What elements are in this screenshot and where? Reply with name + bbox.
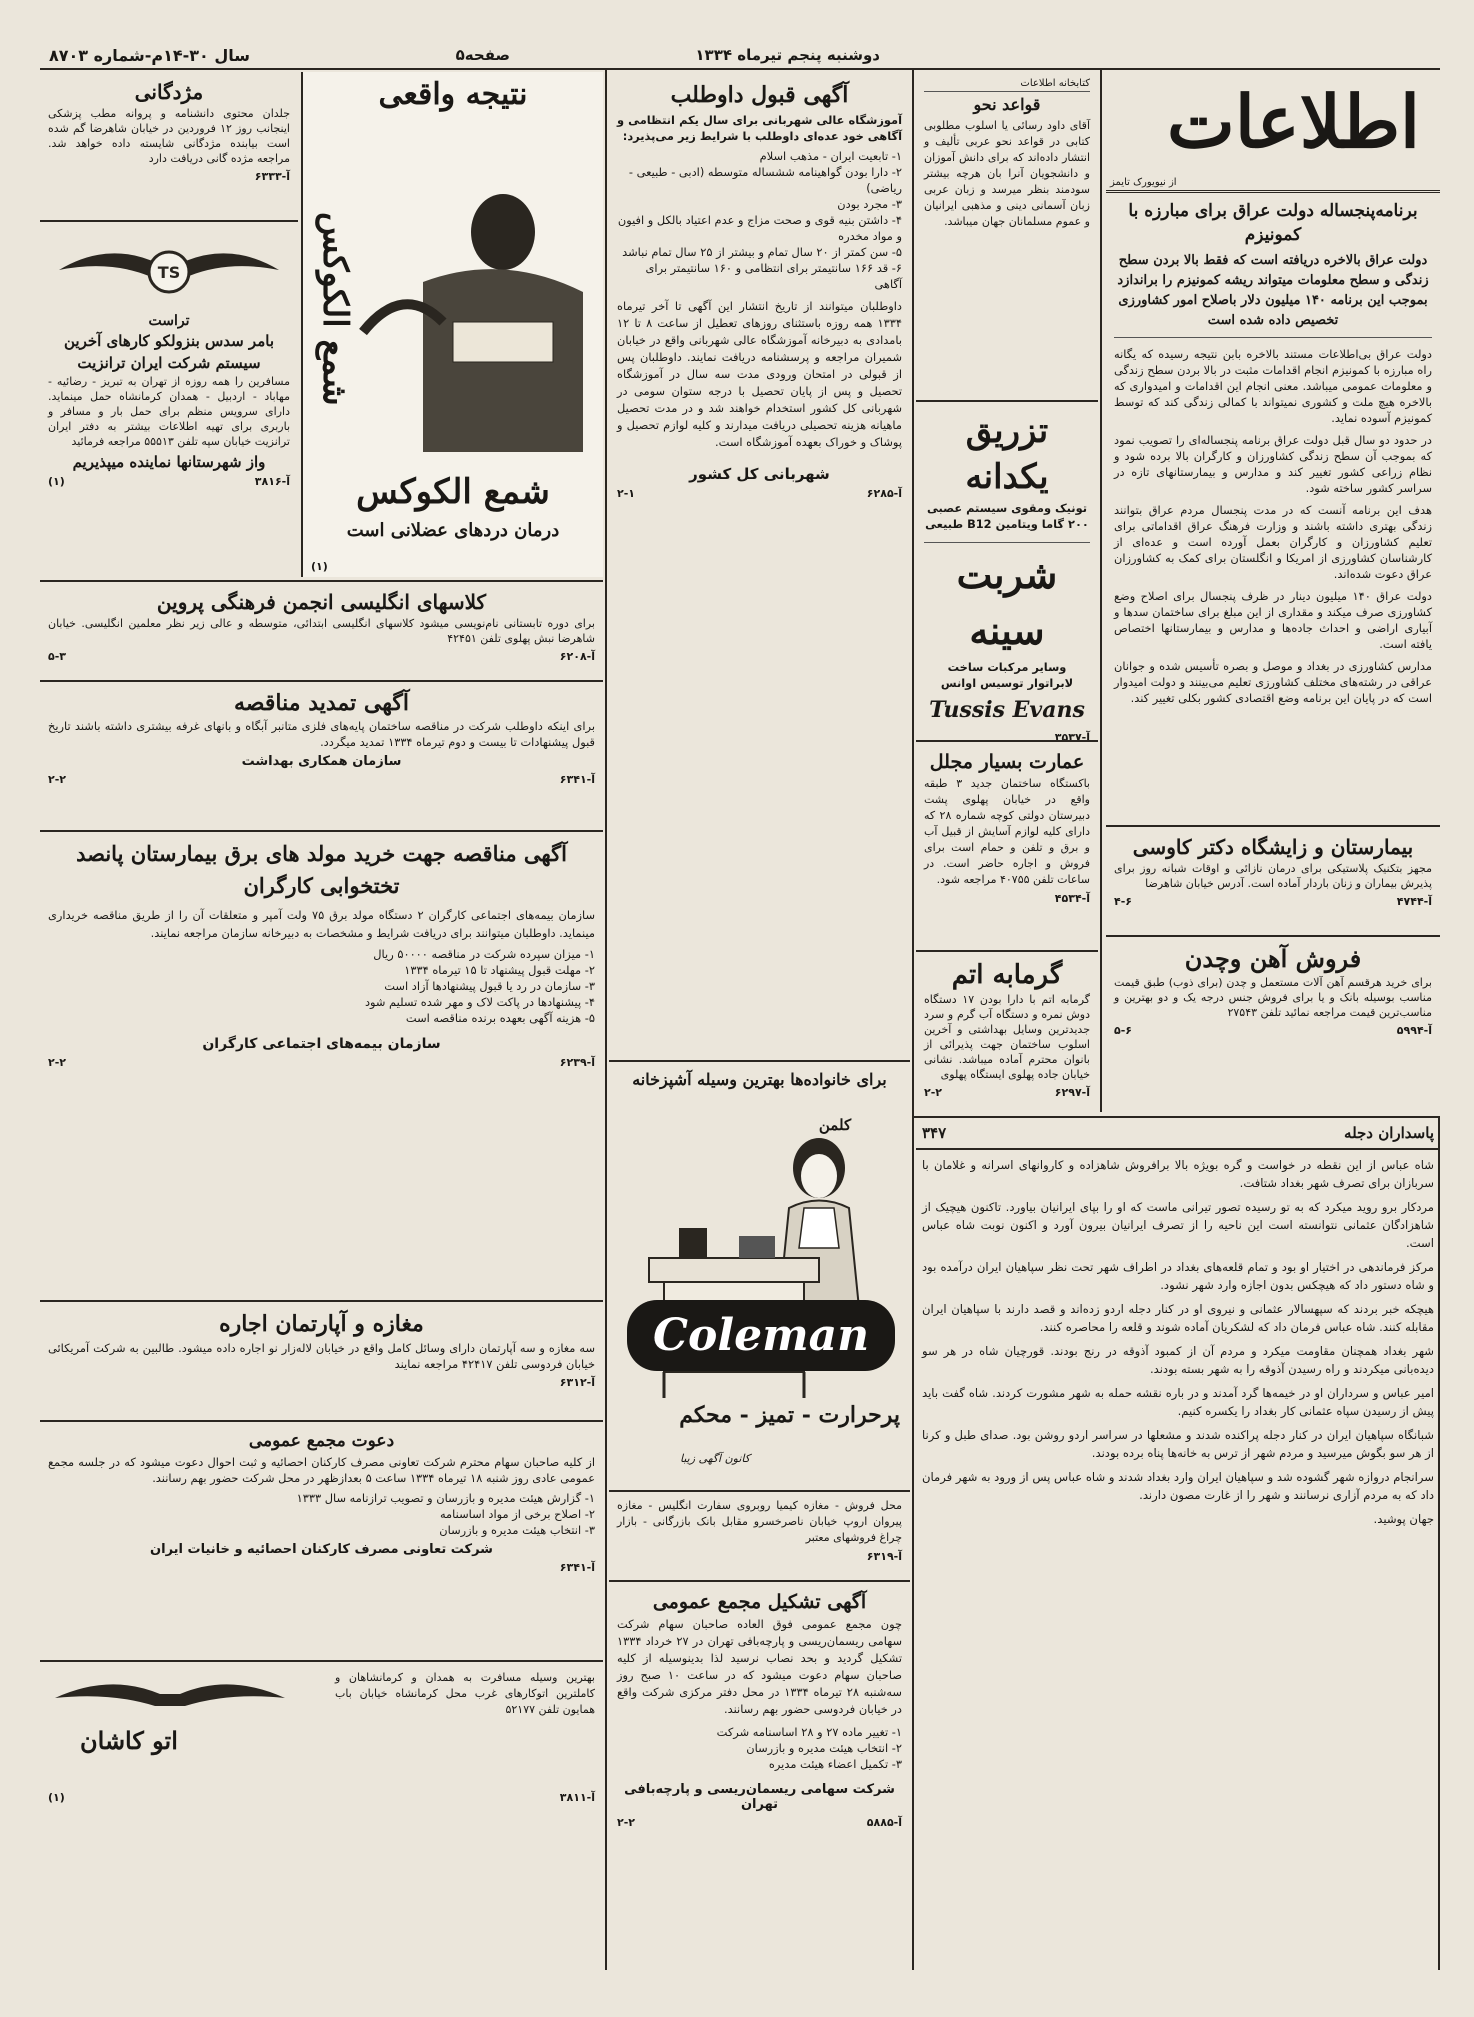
column-2 (916, 72, 1098, 1112)
serial-title: پاسداران دجله (1344, 1124, 1434, 1142)
general-assembly-ad-text: چون مجمع عمومی فوق العاده صاحبان سهام شرکت سهامی ریسمان‌ریسی و پارچه‌بافی تهران در ۲۷ خرداد ۱۳۳۴ تشکیل گردید و بحد نصاب نرسید لذا بدینوسیله از کلیه صاحبان سهام دعوت میشود که در ساعت ۱۰ صبح روز سه‌شنبه ۲۸ تیرماه ۱۳۳۴ در محل دفتر مرکزی شرکت واقع در خیابان فردوسی حضور بهم رسانند. (617, 1617, 902, 1716)
serial-paragraph: سرانجام دروازه شهر گشوده شد و سپاهیان ایران وارد بغداد شدند و شاه عباس پس از ورود به شهر فرمان داد که به مردم آزاری نرسانند و شهر را از غارت مصون دارند. (922, 1470, 1434, 1502)
coleman-ad-tagline: برای خانواده‌ها بهترین وسیله آشپزخانه (632, 1070, 887, 1089)
newspaper-page (40, 40, 1440, 1990)
list-item: ۲- انتخاب هیئت مدیره و بازرسان (746, 1741, 902, 1755)
police-academy-ad-signature: شهربانی کل کشور (689, 465, 830, 483)
rental-ad-title: مغازه و آپارتمان اجاره (219, 1311, 424, 1337)
generator-tender-ad-ref: آ-۶۲۳۹ (559, 1056, 595, 1069)
tender-extension-ad-ref2: ۲-۲ (48, 773, 66, 786)
masthead (1106, 72, 1440, 193)
list-item: ۲- اصلاح برخی از مواد اساسنامه (439, 1507, 595, 1521)
coleman-ad-bottom: پرحرارت - تمیز - محکم (679, 1402, 900, 1428)
reward-ad-title: مژدگانی (134, 80, 204, 104)
article-paragraph: مدارس کشاورزی در بغداد و موصل و بصره تأسیس شده و جوانان عراقی در رشته‌های مختلف کشاورزی تعلیم می‌بینند و دولت امیدوار است که در پایان این برنامه وضع اقتصادی کشور بکلی تغییر کند. (1114, 659, 1432, 705)
svg-text:TS: TS (157, 263, 181, 282)
serial-number: ۳۴۷ (922, 1124, 947, 1142)
english-class-ad-ref2: ۵-۳ (48, 650, 66, 663)
list-item: ۱- تابعیت ایران - مذهب اسلام (759, 149, 902, 163)
list-item: ۱- تغییر ماده ۲۷ و ۲۸ اساسنامه شرکت (716, 1725, 902, 1739)
column-3 (609, 72, 910, 1972)
alcox-ad-ref: (۱) (311, 560, 328, 573)
tender-extension-ad-ref: آ-۶۳۴۱ (559, 773, 595, 786)
shareholder-meeting-ad-list (48, 1490, 595, 1538)
reward-ad-ref: آ-۶۳۳۳ (254, 170, 290, 183)
coleman-ad (609, 1062, 910, 1492)
police-academy-ad-title: آگهی قبول داوطلب (670, 82, 849, 108)
article-paragraph: دولت عراق بی‌اطلاعات مستند بالاخره بابن نتیجه رسیده که یگانه راه مبارزه با کمونیزم انجام اقدامات مثبت در بالا بردن سطح زندگی و معلومات عمومی میباشد. معنی انجام این اقدامات و امیدواری که بالاخره هیچ ملت و کشوری نمیتواند با کمالی زندگی کند که توسط کمونیزم آسوده نماید. (1114, 347, 1432, 425)
serial-paragraph: امیر عباس و سرداران او در خیمه‌ها گرد آمدند و در باره نقشه حمله به شهر مشورت کردند. شاه گفت باید پیش از رسیدن سپاه عثمانی کار بغداد را یکسره کنیم. (922, 1386, 1434, 1418)
hospital-ad-text: مجهز بتکنیک پلاستیکی برای درمان نازائی و اوقات شبانه روز برای پذیرش بیماران و زنان باردار آماده است. آدرس خیابان شاهرضا (1114, 862, 1432, 890)
tonic-ad-sub: تونیک ومقوی سیستم عصبی ۲۰۰ گاما ویتامین B12 طبیعی (925, 501, 1089, 531)
header-rule (40, 68, 1440, 70)
coleman-address-text: محل فروش - مغازه کیمیا روبروی سفارت انگلیس - مغازه پیروان اروپ خیابان ناصرخسرو مقابل بانک بازرگانی - بازار چراغ فروشهای معتبر (617, 1499, 902, 1544)
serial-paragraph: شاه عباس از این نقطه در خواست و گره بویژه بالا برافروش شاهزاده و کاروانهای اسرانه و غلامان با سربازان برای تصرف شهر بغداد شتافت. (922, 1158, 1434, 1190)
iron-sale-ad-title: فروش آهن وچدن (1184, 944, 1362, 973)
list-item: ۲- مهلت قبول پیشنهاد تا ۱۵ تیرماه ۱۳۳۴ (404, 963, 595, 977)
general-assembly-ad-title: آگهی تشکیل مجمع عمومی (652, 1591, 867, 1613)
tender-extension-ad-title: آگهی تمدید مناقصه (234, 690, 409, 716)
list-item: ۵- سن کمتر از ۲۰ سال تمام و بیشتر از ۲۵ سال تمام نباشد (622, 245, 902, 259)
article-paragraph: هدف این برنامه آنست که در مدت پنجسال مردم عراق بتوانند زندگی بهتری داشته باشند و وزارت فرهنگ عراق اقداماتی برای تعلیم کشاورزان و کارگران بعمل آورده است و عده‌ای از کارشناسان کشاورزی از امریکا و انگلستان برای کمک به کشاورزان عراق دعوت شده‌اند. (1114, 503, 1432, 581)
generator-tender-ad (40, 832, 603, 1302)
transit-ad-title: بامر سدس بنزولکو کارهای آخرین سیستم شرکت ایران ترانزیت (63, 332, 274, 372)
generator-tender-ad-title: آگهی مناقصه جهت خرید مولد های برق بیمارستان پانصد تختخوابی کارگران (76, 841, 567, 898)
syrup-ad-brand: Tussis Evans (929, 697, 1085, 723)
transit-ad (40, 222, 298, 577)
shareholder-meeting-ad-text: از کلیه صاحبان سهام محترم شرکت تعاونی مصرف کارکنان احصائیه و ثبت احوال دعوت میشود که در جلسه مجمع عمومی عادی روز شنبه ۱۸ تیرماه ۱۳۳۴ ساعت ۵ بعدازظهر در محل شرکت حضور بهم رسانند. (48, 1455, 595, 1485)
police-academy-ad (609, 72, 910, 1062)
list-item: ۳- انتخاب هیئت مدیره و بازرسان (439, 1523, 595, 1537)
transit-ad-ref2: (۱) (48, 475, 65, 488)
tender-extension-ad-text: برای اینکه داوطلب شرکت در مناقصه ساختمان پایه‌های فلزی متانبر آبگاه و بانهای غرفه بیشتری داشته باشند تاریخ قبول پیشنهادات تا بیست و دوم تیرماه ۱۳۳۴ تمدید میگردد. (48, 719, 595, 749)
english-class-ad-ref: آ-۶۲۰۸ (559, 650, 595, 663)
transit-ad-brand: تراست (148, 313, 190, 329)
issue-number: سال ۳۰-۱۴م-شماره ۸۷۰۳ (48, 46, 250, 65)
transit-ad-ref: آ-۳۸۱۶ (254, 475, 290, 488)
syrup-ad-title: شربت سینه (924, 542, 1090, 659)
article-paragraph: دولت عراق ۱۴۰ میلیون دینار در ظرف پنجسال برای اصلاح وضع کشاورزی صرف میکند و مقداری از این مبلغ برای ساختمان سدها و آبیاری اراضی و احداث جاده‌ها و مدارس و بیمارستانها اختصاص یافته است. (1114, 589, 1432, 651)
serial-paragraph: هیچکه خبر بردند که سپهسالار عثمانی و نیروی او در کنار دجله اردو زده‌اند و قصد دارند با سپاهیان ایران مقابله کنند. شاه عباس فرمان داد که لشکریان آماده شوند و قلعه را محاصره کنند. (922, 1302, 1434, 1334)
serial-paragraph: مرکز فرماندهی در اختیار او بود و تمام قلعه‌های بغداد در اطراف شهر تحت نظر سپاهیان ایران درآمده بود و شاه دستور داد که هیچکس بدون اجازه وارد شهر نشود. (922, 1260, 1434, 1292)
list-item: ۵- هزینه آگهی بعهده برنده مناقصه است (405, 1011, 595, 1025)
col4-side (40, 72, 298, 577)
syrup-ad-ref: آ-۳۵۳۷ (1054, 731, 1090, 742)
reward-ad (40, 72, 298, 222)
rental-ad (40, 1302, 603, 1422)
list-item: ۴- پیشنهادها در پاکت لاک و مهر شده تسلیم شود (364, 995, 595, 1009)
list-item: ۳- تکمیل اعضاء هیئت مدیره (768, 1757, 902, 1771)
serial-story (916, 1122, 1440, 1970)
police-academy-ad-ref: آ-۶۲۸۵ (866, 487, 902, 500)
rental-ad-ref: آ-۶۳۱۲ (559, 1376, 595, 1389)
book-review-label: کتابخانه اطلاعات (924, 78, 1090, 92)
col4-top (40, 72, 603, 582)
list-item: ۳- مجرد بودن (837, 197, 902, 211)
rental-ad-text: سه مغازه و سه آپارتمان دارای وسائل کامل واقع در خیابان لاله‌زار نو اجاره داده میشود. طالبین به شرکت آمریکائی خیابان فردوسی تلفن ۴۲۴۱۷ مراجعه نمایند (48, 1341, 595, 1371)
kashan-bus-ad-logo: اتو کاشان (80, 1726, 178, 1755)
alcox-vertical: شمع الکوکس (315, 212, 355, 406)
kashan-bus-ad (40, 1662, 603, 1812)
english-class-ad-title: کلاسهای انگلیسی انجمن فرهنگی پروین (156, 590, 487, 614)
general-assembly-ad-ref: آ-۵۸۸۵ (866, 1816, 902, 1829)
shareholder-meeting-ad-ref: آ-۶۳۴۱ (559, 1561, 595, 1574)
general-assembly-ad-ref2: ۲-۲ (617, 1816, 635, 1829)
shareholder-meeting-ad (40, 1422, 603, 1662)
bathhouse-ad (916, 952, 1098, 1112)
hospital-ad-ref: آ-۴۷۴۴ (1396, 895, 1432, 908)
kashan-bus-ad-text: بهترین وسیله مسافرت به همدان و کرمانشاهان و کاملترین اتوکارهای غرب محل کرمانشاه خیابان باب همایون تلفن ۵۲۱۷۷ (335, 1671, 595, 1716)
alcox-ad-slogan: درمان دردهای عضلانی است (346, 520, 560, 541)
serial-header (916, 1122, 1440, 1150)
kashan-bus-ad-ref: آ-۳۸۱۱ (559, 1791, 595, 1804)
general-assembly-ad-signature: شرکت سهامی ریسمان‌ریسی و پارچه‌بافی تهران (624, 1782, 895, 1812)
article-subhead: دولت عراق بالاخره دریافته است که فقط بالا بردن سطح زندگی و سطح معلومات میتواند ریشه کمونیزم را براندازد بموجب این برنامه ۱۴۰ میلیون دلار باصلاح امور کشاورزی تخصیص داده شده است (1114, 251, 1432, 338)
list-item: ۱- گزارش هیئت مدیره و بازرسان و تصویب ترازنامه سال ۱۳۳۳ (296, 1491, 595, 1505)
tender-extension-ad (40, 682, 603, 832)
alcox-ad (301, 72, 603, 577)
serial-paragraph: جهان پوشید. (1373, 1512, 1434, 1526)
building-ad-title: عمارت بسیار مجلل (929, 751, 1085, 773)
hospital-ad (1106, 827, 1440, 937)
iron-sale-ad (1106, 937, 1440, 1087)
generator-tender-ad-signature: سازمان بیمه‌های اجتماعی کارگران (202, 1036, 441, 1052)
serial-paragraph: شبانگاه سپاهیان ایران در کنار دجله پراکنده شدند و مشعلها در سراسر اردو روشن بود. صدای طبل و کرنا از هر سو بگوش میرسید و مردم شهر از ترس به خانه‌ها پناه برده بودند. (922, 1428, 1434, 1460)
tonic-ad (916, 402, 1098, 742)
serial-paragraph: شهر بغداد همچنان مقاومت میکرد و مردم آن از کمبود آذوقه در رنج بودند. قورچیان شاه در هر سو دیده‌بانی میکردند و راه رسیدن آذوقه را به شهر بسته بودند. (922, 1344, 1434, 1376)
general-assembly-ad (609, 1582, 910, 1962)
list-item: ۴- داشتن بنیه قوی و صحت مزاج و عدم اعتیاد بالکل و افیون و مواد مخدره (617, 213, 902, 243)
coleman-ad-note: کانون آگهی زیبا (680, 1452, 750, 1465)
bathhouse-ad-text: گرمابه اتم با دارا بودن ۱۷ دستگاه دوش نمره و دستگاه آب گرم و سرد جدیدترین وسایل بهداشتی و آخرین اسلوب ساختمان جهت پذیرائی از بانوان محترم آماده میباشد. نشانی خیابان جاده پهلوی ایستگاه پهلوی (924, 993, 1091, 1081)
police-academy-ad-ref2: ۲-۱ (617, 487, 635, 500)
column-4 (40, 72, 603, 1972)
building-ad-ref: آ-۴۵۳۴ (1054, 892, 1090, 905)
building-ad (916, 742, 1098, 952)
tonic-ad-title: تزریق یکدانه (965, 411, 1049, 497)
coleman-brand: Coleman (627, 1300, 895, 1371)
kashan-bus-logo (50, 1668, 290, 1728)
book-review-title: قواعد نحو (973, 95, 1041, 114)
kashan-bus-ad-ref2: (۱) (48, 1791, 65, 1804)
alcox-ad-name: شمع الکوکس (356, 472, 550, 512)
list-item: ۳- سازمان در رد یا قبول پیشنهادها آزاد است (384, 979, 595, 993)
book-review-text: آقای داود رسائی یا اسلوب مطلوبی کتابی در قواعد نحو عربی تألیف و انتشار داده‌اند که برای دانش آموزان و دانشجویان آنرا بان هرچه بیشتر سودمند بنظر میرسد و زبان عربی زبان آسمانی دینی و مذهبی ایرانیان و عموم مسلمانان جهان میباشد. (924, 119, 1090, 228)
serial-paragraph: مردکار برو روید میکرد که به تو رسیده تصور تیرانی ماست که او را بپای ایرانیان بیاورد. تاکنون هیچیک از شاهزادگان عثمانی نتوانسته است این ناحیه را از تصرف ایرانیان بیرون آورد و اکنون نوبت شاه عباس است. (922, 1200, 1434, 1250)
police-academy-ad-body: داوطلبان میتوانند از تاریخ انتشار این آگهی تا آخر تیرماه ۱۳۳۴ همه روزه باستثنای روزهای تعطیل از ساعت ۸ تا ۱۲ بامدادی به دبیرخانه آموزشگاه عالی شهربانی واقع در خیابان شمیران مراجعه و پرسشنامه دریافت نمایند. داوطلبان پس از قبولی در امتحان ورودی مدت سه سال در آموزشگاه تحصیل و پس از پایان تحصیل با درجه ستوان سومی در شهربانی کل کشور استخدام خواهند شد و در مدت تحصیل ماهیانه هزینه تحصیلی دریافت میدارند و کلیه لوازم تحصیل و پوشاک و خوراک بعهده آموزشگاه است. (617, 299, 902, 449)
list-item: ۲- دارا بودن گواهینامه ششساله متوسطه (ادبی - طبیعی - ریاضی) (628, 165, 902, 195)
page-number: صفحه۵ (455, 46, 510, 64)
english-class-ad (40, 582, 603, 682)
transit-logo (49, 230, 289, 310)
article-paragraph: در حدود دو سال قبل دولت عراق برنامه پنجساله‌ای را تصویب نمود که بموجب آن سطح زندگی کشاورزان و کارگران بالا برده شود و نظام زراعی کشور تغییر کند و مدارس و بیمارستانهای تازه در سراسر کشور ساخته شود. (1114, 433, 1432, 495)
bathhouse-ad-title: گرمابه اتم (951, 960, 1063, 990)
transit-ad-tagline: واز شهرستانها نماینده میپذیریم (72, 453, 266, 471)
bathhouse-ad-ref2: ۲-۲ (924, 1086, 942, 1099)
serial-body (916, 1150, 1440, 1528)
shareholder-meeting-ad-signature: شرکت تعاونی مصرف کارکنان احصائیه و خانیات ایران (150, 1542, 493, 1557)
coleman-address-ref: آ-۶۳۱۹ (866, 1550, 902, 1563)
english-class-ad-text: برای دوره تابستانی نام‌نویسی میشود کلاسهای انگلیسی ابتدائی، متوسطه و عالی زیر نظر معلمین انگلیسی. خیابان شاهرضا نبش پهلوی تلفن ۴۲۴۵۱ (48, 617, 595, 645)
iron-sale-ad-text: برای خرید هرقسم آهن آلات مستعمل و چدن (برای ذوب) طبق قیمت مناسب بوسیله بانک و یا برای فروش جنس درجه یک و دو بهترین و مناسب‌ترین قیمت مراجعه نمائید تلفن ۲۷۵۴۳ (1114, 976, 1432, 1019)
generator-tender-ad-ref2: ۲-۲ (48, 1056, 66, 1069)
iron-sale-ad-ref: آ-۵۹۹۴ (1396, 1024, 1432, 1037)
shareholder-meeting-ad-title: دعوت مجمع عمومی (248, 1431, 395, 1451)
general-assembly-ad-agenda (617, 1724, 902, 1772)
column-1 (1106, 72, 1440, 1112)
alcox-ad-title: نتیجه واقعی (378, 77, 528, 112)
iron-sale-ad-ref2: ۵-۶ (1114, 1024, 1132, 1037)
hospital-ad-title: بیمارستان و زایشگاه دکتر کاوسی (1132, 835, 1414, 859)
syrup-ad-sub: وسایر مرکبات ساخت لابراتوار توسیس اوانس (940, 660, 1074, 690)
coleman-address (609, 1492, 910, 1582)
reward-ad-text: جلدان محتوی دانشنامه و پروانه مطب پزشکی اینجانب روز ۱۲ فروردین در خیابان شاهرضا گم شده است بیابنده مژدگانی شایسته داده خواهد شد. مراجعه مژده گانی دریافت دارد (48, 107, 290, 165)
police-academy-ad-intro: آموزشگاه عالی شهربانی برای سال یکم انتظامی و آگاهی خود عده‌ای داوطلب با شرایط زیر می‌پذیرد: (617, 113, 902, 143)
list-item: ۱- میزان سپرده شرکت در مناقصه ۵۰۰۰۰ ریال (373, 947, 595, 961)
coleman-logo (627, 1310, 895, 1361)
hospital-ad-ref2: ۴-۶ (1114, 895, 1132, 908)
news-source: از نیویورک تایمز (1110, 177, 1177, 188)
generator-tender-ad-list (48, 946, 595, 1026)
book-review (916, 72, 1098, 402)
bathhouse-ad-ref: آ-۶۲۹۷ (1054, 1086, 1090, 1099)
building-ad-text: باکستگاه ساختمان جدید ۳ طبقه واقع در خیابان پهلوی پشت دبیرستان دولتی کوچه شماره ۲۸ که دارای کلیه لوازم آسایش از قبیل آب و برق و تلفن و حمام است برای فروش و اجاره حاضر است. در ساعات تلفن ۴۰۷۵۵ مراجعه شود. (924, 777, 1090, 886)
generator-tender-ad-text: سازمان بیمه‌های اجتماعی کارگران ۲ دستگاه مولد برق ۷۵ ولت آمپر و متعلقات آن را از طریق مناقصه خریداری مینماید. داوطلبان میتوانند برای دریافت شرایط و مشخصات به دبیرخانه سازمان مراجعه نمایند. (48, 908, 596, 940)
tender-extension-ad-signature: سازمان همکاری بهداشت (241, 754, 402, 769)
coleman-ad-mid: کلمن (818, 1116, 852, 1134)
article-headline: برنامه‌پنجساله دولت عراق برای مبارزه با کمونیزم (1128, 201, 1418, 245)
police-academy-ad-list (617, 148, 902, 292)
issue-date: دوشنبه پنجم تیرماه ۱۳۳۴ (695, 46, 880, 64)
transit-ad-text: مسافرین را همه روزه از تهران به تبریز - رضائیه - مهاباد - اردبیل - همدان کرمانشاه حمل مینماید. دارای سرویس منظم برای حمل بار و مسافر و باربری برای تهیه اطلاعات بیشتر به دفتر ایران ترانزیت خیابان سپه تلفن ۵۵۵۱۳ مراجعه فرمائید (48, 375, 290, 448)
list-item: ۶- قد ۱۶۶ سانتیمتر برای انتظامی و ۱۶۰ سانتیمتر برای آگاهی (645, 261, 902, 291)
masthead-title: اطلاعات (1167, 79, 1420, 164)
iraq-article (1106, 193, 1440, 827)
